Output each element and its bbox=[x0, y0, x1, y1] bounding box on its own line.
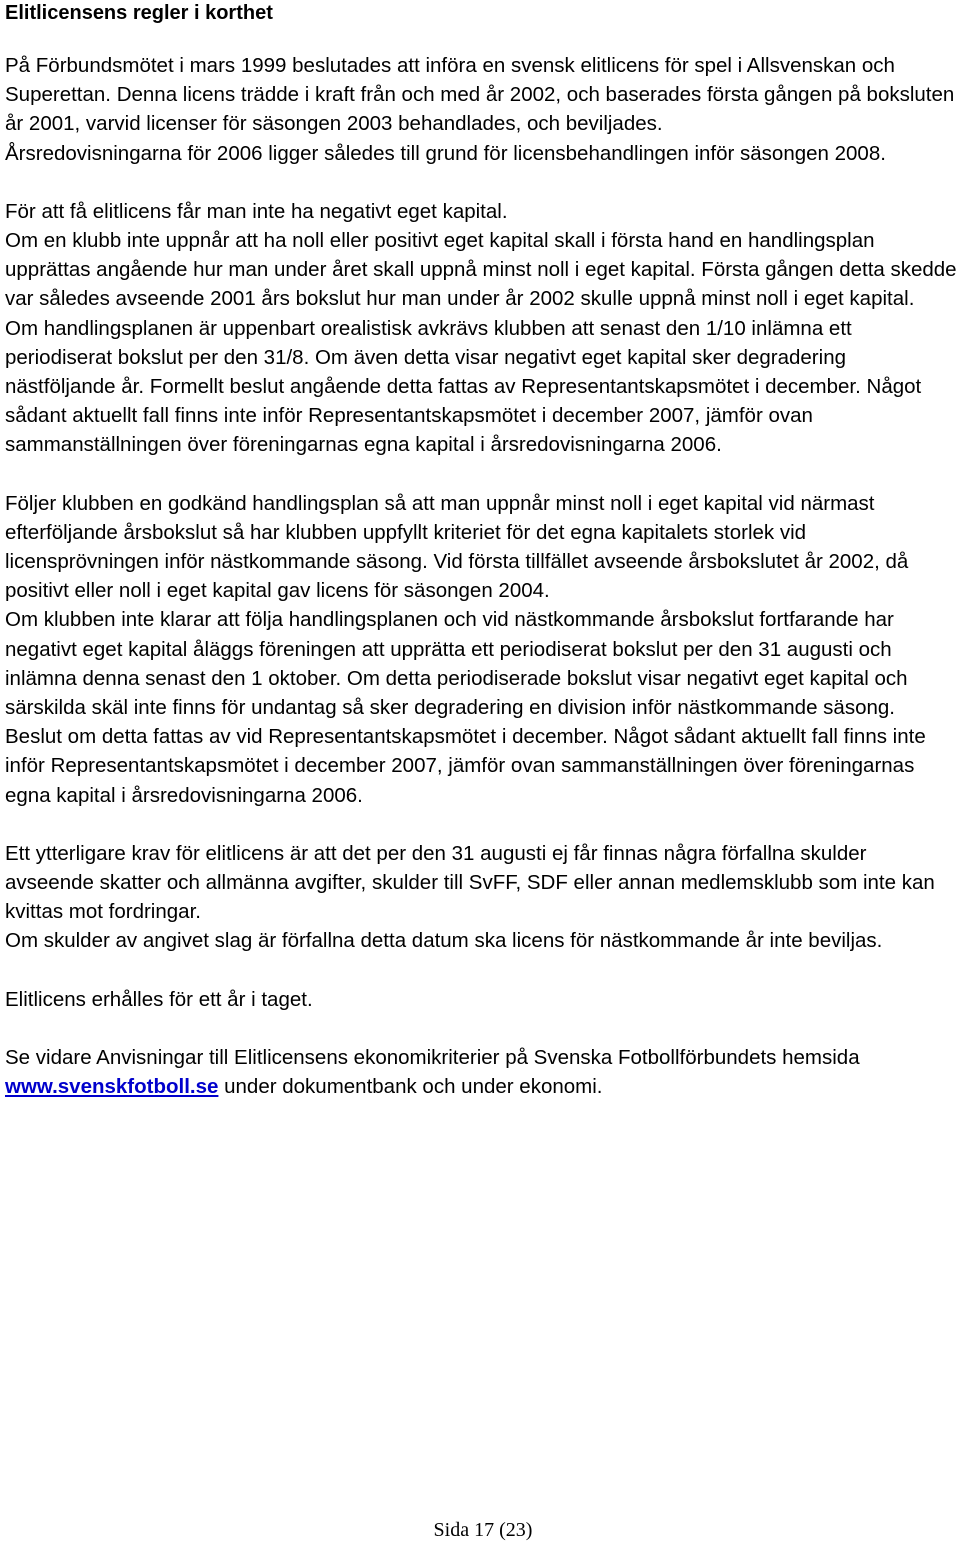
closing-paragraph bbox=[5, 1043, 957, 1101]
document-page bbox=[5, 0, 957, 1101]
paragraph: Årsredovisningarna för 2006 ligger således till grund för licensbehandlingen inför säsongen 2008. bbox=[5, 141, 886, 165]
page-number: Sida 17 (23) bbox=[433, 1519, 533, 1541]
paragraph: Elitlicens erhålles för ett år i taget. bbox=[5, 987, 313, 1011]
section-duration bbox=[5, 985, 957, 1014]
paragraph: Ett ytterligare krav för elitlicens är att det per den 31 augusti ej får finnas några förfallna skulder avseende skatter och allmänna avgifter, skulder till SvFF, SDF eller annan medlemsklubb som inte kan kvittas mot fordringar. bbox=[5, 841, 935, 924]
closing-text-after: under dokumentbank och under ekonomi. bbox=[218, 1075, 603, 1099]
closing-text-before: Se vidare Anvisningar till Elitlicensens ekonomikriterier på Svenska Fotbollförbundets hemsida bbox=[5, 1045, 860, 1069]
paragraph: Om handlingsplanen är uppenbart orealistisk avkrävs klubben att senast den 1/10 inlämna ett periodiserat bokslut per den 31/8. Om även detta visar negativt eget kapital sker degradering nästföljande år. Formellt beslut angående detta fattas av Representantskapsmötet i december. Något sådant aktuellt fall finns inte inför Representantskapsmötet i december 2007, jämför ovan sammanställningen över föreningarnas egna kapital i årsredovisningarna 2006. bbox=[5, 316, 922, 457]
paragraph: Om skulder av angivet slag är förfallna detta datum ska licens för nästkommande år inte beviljas. bbox=[5, 929, 883, 953]
svenskfotboll-link[interactable]: www.svenskfotboll.se bbox=[5, 1075, 219, 1099]
section-intro bbox=[5, 51, 957, 168]
paragraph: Följer klubben en godkänd handlingsplan så att man uppnår minst noll i eget kapital vid närmast efterföljande årsbokslut så har klubben uppfyllt kriteriet för det egna kapitalets storlek vid licensprövningen inför nästkommande säsong. Vid första tillfället avseende årsbokslutet år 2002, då positivt eller noll i eget kapital gav licens för säsongen 2004. bbox=[5, 491, 909, 603]
document-title: Elitlicensens regler i korthet bbox=[5, 2, 273, 24]
paragraph: Om klubben inte klarar att följa handlingsplanen och vid nästkommande årsbokslut fortfarande har negativt eget kapital åläggs föreningen att upprätta ett periodiserat bokslut per den 31 augusti och inlämna denna senast den 1 oktober. Om detta periodiserade bokslut visar negativt eget kapital och särskilda skäl inte finns för undantag så sker degradering en division inför nästkommande säsong. Beslut om detta fattas av vid Representantskapsmötet i december. Något sådant aktuellt fall finns inte inför Representantskapsmötet i december 2007, jämför ovan sammanställningen över föreningarnas egna kapital i årsredovisningarna 2006. bbox=[5, 608, 926, 807]
section-equity-rule bbox=[5, 197, 957, 460]
section-debts bbox=[5, 839, 957, 956]
paragraph: På Förbundsmötet i mars 1999 beslutades att införa en svensk elitlicens för spel i Allsvenskan och Superettan. Denna licens trädde i kraft från och med år 2002, och baserades första gången på boksluten år 2001, varvid licenser för säsongen 2003 behandlades, och beviljades. bbox=[5, 54, 955, 136]
section-action-plan bbox=[5, 489, 957, 810]
paragraph: För att få elitlicens får man inte ha negativt eget kapital. bbox=[5, 199, 508, 223]
paragraph: Om en klubb inte uppnår att ha noll eller positivt eget kapital skall i första hand en handlingsplan upprättas angående hur man under året skall uppnå minst noll i eget kapital. Första gången detta skedde var således avseende 2001 års bokslut hur man under år 2002 skulle uppnå minst noll i eget kapital. bbox=[5, 229, 957, 311]
